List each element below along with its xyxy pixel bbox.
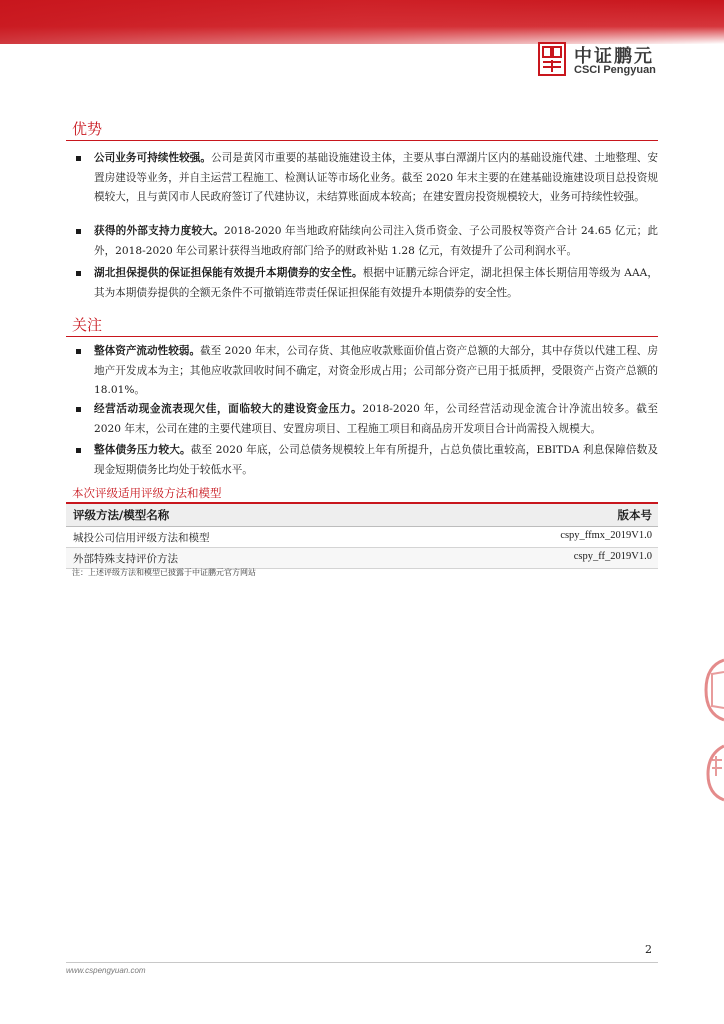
advantage-item-2-heading: 获得的外部支持力度较大。: [94, 225, 224, 237]
footer-url: www.cspengyuan.com: [66, 966, 146, 975]
seal-stamp-icon: [700, 650, 724, 810]
concern-item-2-heading: 经营活动现金流表现欠佳，面临较大的建设资金压力。: [94, 403, 363, 415]
bullet-icon: [76, 448, 81, 453]
column-header-version: 版本号: [617, 508, 652, 522]
bullet-icon: [76, 156, 81, 161]
concern-item-3-heading: 整体债务压力较大。: [94, 444, 191, 456]
methods-table: [66, 502, 658, 569]
concern-item-2: [72, 400, 658, 440]
footer-divider: [66, 962, 658, 963]
column-header-name: 评级方法/模型名称: [73, 508, 170, 522]
company-logo: [538, 42, 678, 78]
table-header-row: [66, 502, 658, 527]
advantage-item-3: [72, 264, 658, 304]
advantages-title: 优势: [72, 120, 103, 138]
method-name: 城投公司信用评级方法和模型: [73, 532, 210, 544]
brand-name-cn: 中证鹏元: [574, 46, 654, 67]
method-name: 外部特殊支持评价方法: [73, 553, 178, 565]
header-band: [0, 0, 724, 44]
advantage-item-2-body: 2018-2020 年当地政府陆续向公司注入货币资金、子公司股权等资产合计 24.65 亿元；此外，2018-2020 年公司累计获得当地政府部门给予的财政补贴 1.28 亿元，有效提升了公司利润水平。: [94, 225, 658, 257]
advantage-item-2: [72, 222, 658, 262]
concern-item-1-heading: 整体资产流动性较弱。: [94, 345, 201, 357]
concern-item-2-body: 2018-2020 年，公司经营活动现金流合计净流出较多。截至 2020 年末，公司在建的主要代建项目、安置房项目、工程施工项目和商品房开发项目合计尚需投入规模大。: [94, 403, 659, 435]
advantage-item-3-heading: 湖北担保提供的保证担保能有效提升本期债券的安全性。: [94, 267, 363, 279]
concerns-divider: [66, 336, 658, 337]
concern-item-1: [72, 342, 658, 402]
method-version: cspy_ff_2019V1.0: [573, 551, 652, 562]
bullet-icon: [76, 271, 81, 276]
advantage-item-1: [72, 149, 658, 209]
concerns-title: 关注: [72, 316, 103, 334]
page-number: 2: [645, 943, 652, 956]
table-row: [66, 548, 658, 569]
method-version: cspy_ffmx_2019V1.0: [560, 530, 652, 541]
advantages-divider: [66, 140, 658, 141]
brand-name-en: CSCI Pengyuan: [574, 64, 656, 76]
concern-item-3: [72, 441, 658, 481]
bullet-icon: [76, 229, 81, 234]
advantage-item-3-body: 根据中证鹏元综合评定，湖北担保主体长期信用等级为 AAA，其为本期债券提供的全额无条件不可撤销连带责任保证担保能有效提升本期债券的安全性。: [94, 267, 658, 299]
methods-caption: 本次评级适用评级方法和模型: [72, 486, 222, 500]
table-note: 注：上述评级方法和模型已披露于中证鹏元官方网站: [72, 568, 256, 577]
pengyuan-logo-icon: [538, 42, 566, 76]
concern-item-1-body: 截至 2020 年末，公司存货、其他应收款账面价值占资产总额的大部分，其中存货以代建工程、房地产开发成本为主；其他应收款回收时间不确定，对资金形成占用；公司部分资产已用于抵质押，受限资产占资产总额的 18.01%。: [94, 345, 658, 396]
bullet-icon: [76, 349, 81, 354]
concern-item-3-body: 截至 2020 年底，公司总债务规模较上年有所提升，占总负债比重较高，EBITDA 利息保障倍数及现金短期债务比均处于较低水平。: [94, 444, 658, 476]
advantage-item-1-heading: 公司业务可持续性较强。: [94, 152, 212, 164]
bullet-icon: [76, 407, 81, 412]
table-row: [66, 527, 658, 548]
advantage-item-1-body: 公司是黄冈市重要的基础设施建设主体，主要从事白潭湖片区内的基础设施代建、土地整理、安置房建设等业务，并自主运营工程施工、检测认证等市场化业务。截至 2020 年末主要的在建基础设施建设项目总投资规模较大，且与黄冈市人民政府签订了代建协议，未结算账面成本较高；在建安置房投资规模较大，业务可持续性较强。: [94, 152, 659, 203]
